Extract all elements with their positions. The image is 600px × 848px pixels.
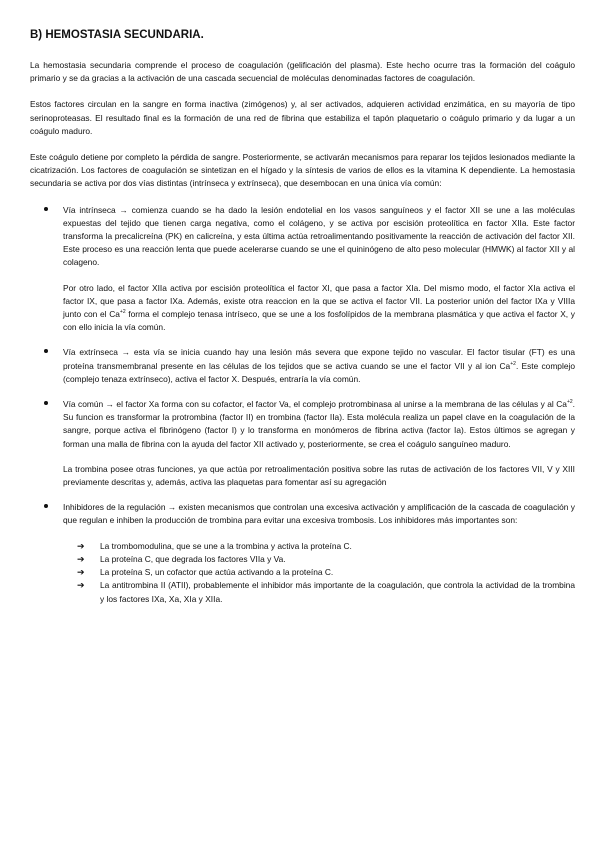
list-item-via-extrinseca (30, 346, 575, 386)
list-item-via-comun (30, 398, 575, 489)
arrow-right-icon: ➔ (77, 580, 85, 591)
calcium-charge-superscript: +2 (566, 399, 573, 406)
bullet-dot-icon (44, 207, 48, 211)
bullet-dot-icon (44, 504, 48, 508)
via-intrinseca-paragraph-1: Vía intrínseca → comienza cuando se ha dado la lesión endotelial en los vasos sanguíneos y el factor XII se une a las moléculas expuestas del tejido que tienen carga negativa, como el colágeno, y se activa por escisión proteolítica en factor XIIa. Este factor transforma la precalicreína (PK) en calicreína, y esta última actúa retroalimentando positivamente la reacción de activación del factor XII. Este proceso es una reacción lenta que puede acelerarse cuando se une el quininógeno de alto peso molecular (HMWK) al factor XII y al colageno. (63, 204, 575, 268)
arrow-right-icon: ➔ (77, 567, 85, 578)
arrow-right-icon: ➔ (77, 540, 85, 551)
inhibitor-sublist (63, 540, 575, 606)
via-comun-paragraph-1: Vía común → el factor Xa forma con su cofactor, el factor Va, el complejo protrombinasa al unirse a la membrana de las células y al $Ca^{+2}$. Su funcion es transformar la protrombina (factor II) en trombina (factor IIa). Esta molécula realiza un papel clave en la coagulación de la sangre, porque activa el fibrinógeno (factor I) y lo transforma en monómeros de fibrina activa (factor Ia). Estos últimos se agregan y forman una malla de fibrina con la ayuda del factor XII activado y, posteriormente, se crea el coágulo sanguíneo maduro. (63, 399, 575, 449)
sub-item-proteina-c: ➔ La proteína C, que degrada los factores VIIa y Va. (63, 553, 575, 566)
via-comun-paragraph-2: La trombina posee otras funciones, ya que actúa por retroalimentación positiva sobre las rutas de activación de los factores VII, V y XIII previamente descritas y, además, activa las plaquetas para fomentar así su agregación (63, 463, 575, 488)
list-item-via-intrinseca (30, 204, 575, 335)
document-page (30, 28, 575, 618)
sub-item-trombomodulina: ➔ La trombomodulina, que se une a la trombina y activa la proteína C. (63, 540, 575, 553)
intro-paragraph-3: Este coágulo detiene por completo la pérdida de sangre. Posteriormente, se activarán mecanismos para reparar los tejidos lesionados mediante la cicatrización. Los factores de coagulación se sintetizan en el hígado y la síntesis de varios de ellos es la vitamina K dependiente. La hemostasia secundaria se activa por dos vías distintas (intrínseca y extrínseca), que desembocan en una única vía común: (30, 152, 575, 189)
section-title: B) HEMOSTASIA SECUNDARIA. (30, 29, 204, 41)
sub-item-antitrombina: ➔ La antitrombina II (ATII), probablemente el inhibidor más importante de la coagulación, que controla la actividad de la trombina y los factores IXa, Xa, XIa y XIIa. (77, 580, 575, 604)
sub-item-proteina-s: ➔ La proteína S, un cofactor que actúa activando a la proteína C. (63, 566, 575, 579)
calcium-charge-superscript: +2 (119, 309, 126, 316)
via-intrinseca-paragraph-2: Por otro lado, el factor XIIa activa por escisión proteolítica el factor XI, que pasa a factor XIa. Del mismo modo, el factor XIa activa el factor IX, que pasa a factor IXa. Además, existe otra reaccion en la que se activa el factor VII. La posterior unión del factor IXa y VIIIa junto con el $Ca^{+2}$ forma el complejo tenasa intríseco, que se une a los fosfolípidos de la membrana plasmática y que activa el factor X, y con ello inicia la vía común. (63, 282, 575, 333)
list-item-inhibidores (30, 501, 575, 605)
bullet-dot-icon (44, 349, 48, 353)
intro-paragraph-1: La hemostasia secundaria comprende el proceso de coagulación (gelificación del plasma). Este hecho ocurre tras la formación del coágulo primario y se da gracias a la activación de una cascada secuencial de moléculas denominadas factores de coagulación. (30, 60, 575, 84)
intro-paragraph-2: Estos factores circulan en la sangre en forma inactiva (zimógenos) y, al ser activados, adquieren actividad enzimática, en su mayoría de tipo serinoproteasas. El resultado final es la formación de una red de fibrina que estabiliza el tapón plaquetario o coágulo primario y da lugar a un coágulo maduro. (30, 99, 575, 136)
pathway-list (30, 204, 575, 606)
bullet-dot-icon (44, 401, 48, 405)
via-extrinseca-paragraph: Vía extrínseca → esta vía se inicia cuando hay una lesión más severa que expone tejido no vascular. El factor tisular (FT) es una proteína transmembranal presente en las células de los tejidos que se activa cuando se une el factor VII y al ion $Ca^{+2}$. Este complejo (complejo tenaza extrínseco), activa el factor X. Después, entraría la vía común. (63, 347, 575, 384)
inhibidores-paragraph: Inhibidores de la regulación → existen mecanismos que controlan una excesiva activación y amplificación de la cascada de coagulación y que regulan e inhiben la producción de trombina para evitar una excesiva trombosis. Los inhibidores más importantes son: (63, 502, 575, 526)
calcium-charge-superscript: +2 (510, 360, 516, 367)
arrow-right-icon: ➔ (77, 553, 85, 564)
